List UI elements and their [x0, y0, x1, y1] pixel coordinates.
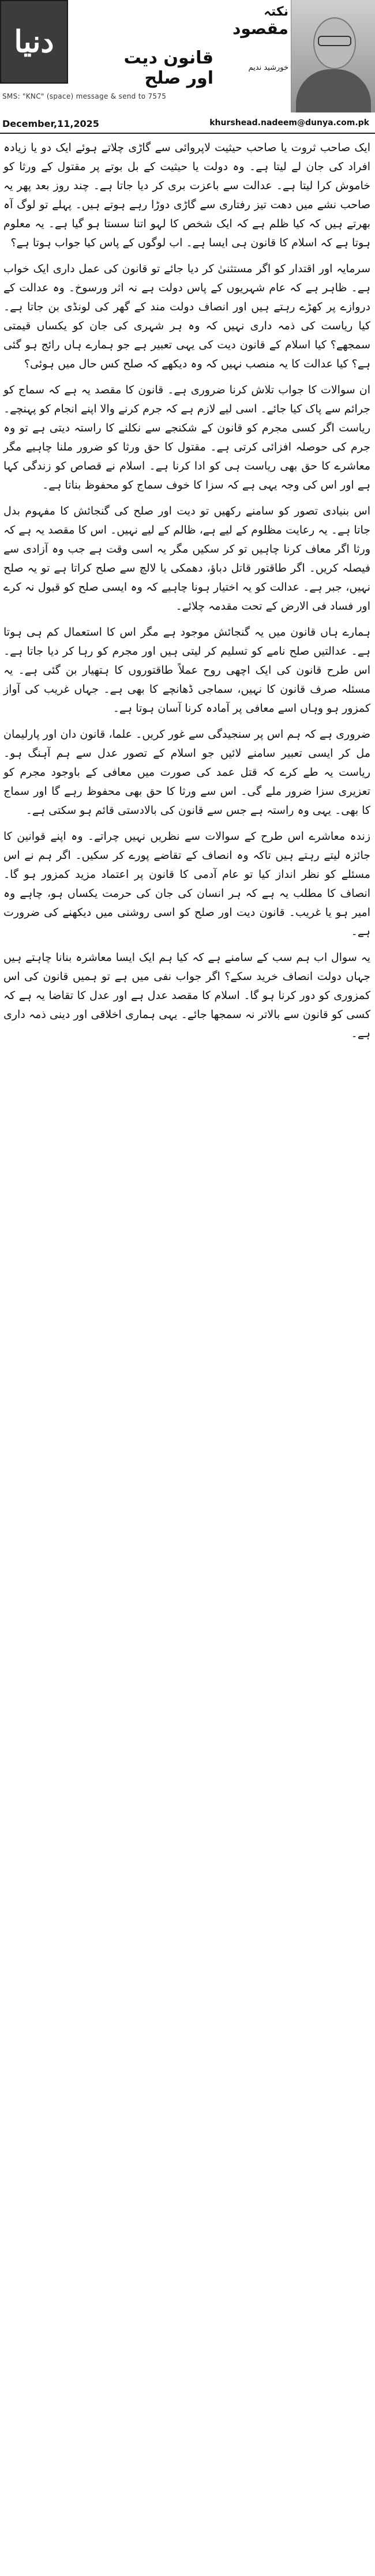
author-photo-body [296, 69, 371, 112]
article-body [3, 138, 370, 1050]
author-name: خورشید ندیم [248, 63, 288, 72]
column-name-bottom: مقصود [232, 19, 288, 38]
article-paragraph: ایک صاحب ثروت یا صاحب حیثیت لاپروائی سے گاڑی چلاتے ہوئے ایک دو یا زیادہ افراد کی جان لے لیتا ہے۔ وہ دولت یا حیثیت کے بل بوتے پر مقتول کے ورثا کو خاموش کرا لیتا ہے۔ عدالت سے باعزت بری کر دیا جاتا ہے۔ چند روز بعد پھر یہ صاحب نشے میں دھت تیز رفتاری سے گاڑی دوڑا رہے ہوتے ہیں۔ پہلے تو لوگ آہ بھرتے ہیں کہ کیا ظلم ہے کہ ایک شخص کا لہو اتنا سستا ہو گیا ہے۔ یہ معلوم ہوتا ہے کہ اسلام کا قانون ہی ایسا ہے۔ اب لوگوں کے پاس کیا جواب ہوتا ہے؟ [3, 141, 370, 249]
author-photo [291, 0, 375, 112]
article-paragraph: ضروری ہے کہ ہم اس پر سنجیدگی سے غور کریں۔ علما، قانون دان اور پارلیمان مل کر ایسی تعبیر سامنے لائیں جو اسلام کے تصور عدل سے ہم آہنگ ہو۔ ریاست یہ طے کرے کہ قتل عمد کی صورت میں معافی کے باوجود مجرم کو تعزیری سزا ضرور ملے گی۔ اس سے ورثا کا حق بھی محفوظ رہے گا اور سماج کا بھی۔ یہی وہ راستہ ہے جس سے قانون کی بالادستی قائم ہو سکتی ہے۔ [3, 728, 370, 817]
article-paragraph: اس بنیادی تصور کو سامنے رکھیں تو دیت اور صلح کی گنجائش کا مفہوم بدل جاتا ہے۔ یہ رعایت مظلوم کے لیے ہے، ظالم کے لیے نہیں۔ اس کا مقصد یہ ہے کہ ورثا اگر معاف کرنا چاہیں تو کر سکیں مگر یہ اسی وقت ہے جب وہ آزادی سے فیصلہ کریں۔ اگر طاقتور قاتل دباؤ، دھمکی یا لالچ سے صلح کراتا ہے تو یہ صلح نہیں، جبر ہے۔ عدالت کو یہ اختیار ہونا چاہیے کہ وہ ایسی صلح کو قبول نہ کرے اور فساد فی الارض کے تحت مقدمہ چلائے۔ [3, 505, 370, 613]
sms-instructions: SMS: "KNC" (space) message & send to 7575 [2, 92, 167, 100]
author-email: khurshead.nadeem@dunya.com.pk [209, 118, 369, 127]
header-divider [0, 133, 375, 134]
newspaper-logo [0, 0, 68, 84]
column-name-top: نکتہ [264, 5, 288, 19]
column-title-box [104, 48, 213, 88]
publication-date: December,11,2025 [2, 118, 99, 129]
article-paragraph: یہ سوال اب ہم سب کے سامنے ہے کہ کیا ہم ایک ایسا معاشرہ بنانا چاہتے ہیں جہاں دولت انصاف خرید سکے؟ اگر جواب نفی میں ہے تو ہمیں قانون کی اس کمزوری کو دور کرنا ہو گا۔ اسلام کا مقصد عدل ہے اور عدل کا تقاضا یہ ہے کہ کسی کو قانون سے بالاتر نہ سمجھا جائے۔ یہی ہماری اخلاقی اور دینی ذمہ داری ہے۔ [3, 951, 370, 1040]
article-paragraph: ان سوالات کا جواب تلاش کرنا ضروری ہے۔ قانون کا مقصد یہ ہے کہ سماج کو جرائم سے پاک کیا جائے۔ اسی لیے لازم ہے کہ جرم کرنے والا اپنے انجام کو پہنچے۔ ریاست اگر کسی مجرم کو قانون کے شکنجے سے نکلنے کا راستہ دیتی ہے تو وہ جرم کی حوصلہ افزائی کرتی ہے۔ مقتول کا حق ورثا کو ضرور ملنا چاہیے مگر معاشرے کا حق بھی ریاست ہی کو ادا کرنا ہے۔ اسلام نے قصاص کو زندگی کہا ہے اور اس کی وجہ یہی ہے کہ سزا کا خوف سماج کو محفوظ بناتا ہے۔ [3, 384, 370, 491]
article-paragraph: زندہ معاشرے اس طرح کے سوالات سے نظریں نہیں چراتے۔ وہ اپنے قوانین کا جائزہ لیتے رہتے ہیں تاکہ وہ انصاف کے تقاضے پورے کر سکیں۔ اگر ہم نے اس مسئلے کو نظر انداز کیا تو عام آدمی کا قانون پر اعتماد مزید کمزور ہو گا۔ انصاف کا مطلب یہ ہے کہ ہر انسان کی جان کی حرمت یکساں ہو، چاہے وہ امیر ہو یا غریب۔ قانون دیت اور صلح کو اسی روشنی میں دیکھنے کی ضرورت ہے۔ [3, 830, 370, 938]
logo-text: دنیا [14, 24, 54, 59]
column-title: قانون دیت اور صلح [123, 48, 213, 88]
article-paragraph: سرمایہ اور اقتدار کو اگر مستثنیٰ کر دیا جائے تو قانون کی عمل داری ایک خواب ہے۔ ظاہر ہے کہ عام شہریوں کے پاس دولت ہے نہ اثر ورسوخ۔ وہ عدالت کے دروازے پر کھڑے رہتے ہیں اور انصاف دولت مند کے گھر کی لونڈی بن جاتا ہے۔ کیا ریاست کی ذمہ داری نہیں کہ وہ ہر شہری کی جان کو یکساں قیمتی سمجھے؟ کیا اسلام کے قانون دیت کی یہی تعبیر ہے جو ہمارے ہاں رائج ہو گئی ہے؟ کیا عدالت کا یہ منصب نہیں کہ وہ دیکھے کہ صلح کس حال میں ہوئی؟ [3, 262, 370, 370]
author-photo-glasses [318, 36, 351, 46]
column-name [213, 5, 288, 38]
article-paragraph: ہمارے ہاں قانون میں یہ گنجائش موجود ہے مگر اس کا استعمال کم ہی ہوتا ہے۔ عدالتیں صلح نامے کو تسلیم کر لیتی ہیں اور مجرم کو رہا کر دیا جاتا ہے۔ اس طرح قانون کی ایک اچھی روح عملاً طاقتوروں کا ہتھیار بن گئی ہے۔ یہ مسئلہ صرف قانون کا نہیں، سماجی ڈھانچے کا بھی ہے۔ جہاں غریب کی آواز کمزور ہو وہاں اسے معافی پر آمادہ کرنا آسان ہوتا ہے۔ [3, 626, 370, 715]
